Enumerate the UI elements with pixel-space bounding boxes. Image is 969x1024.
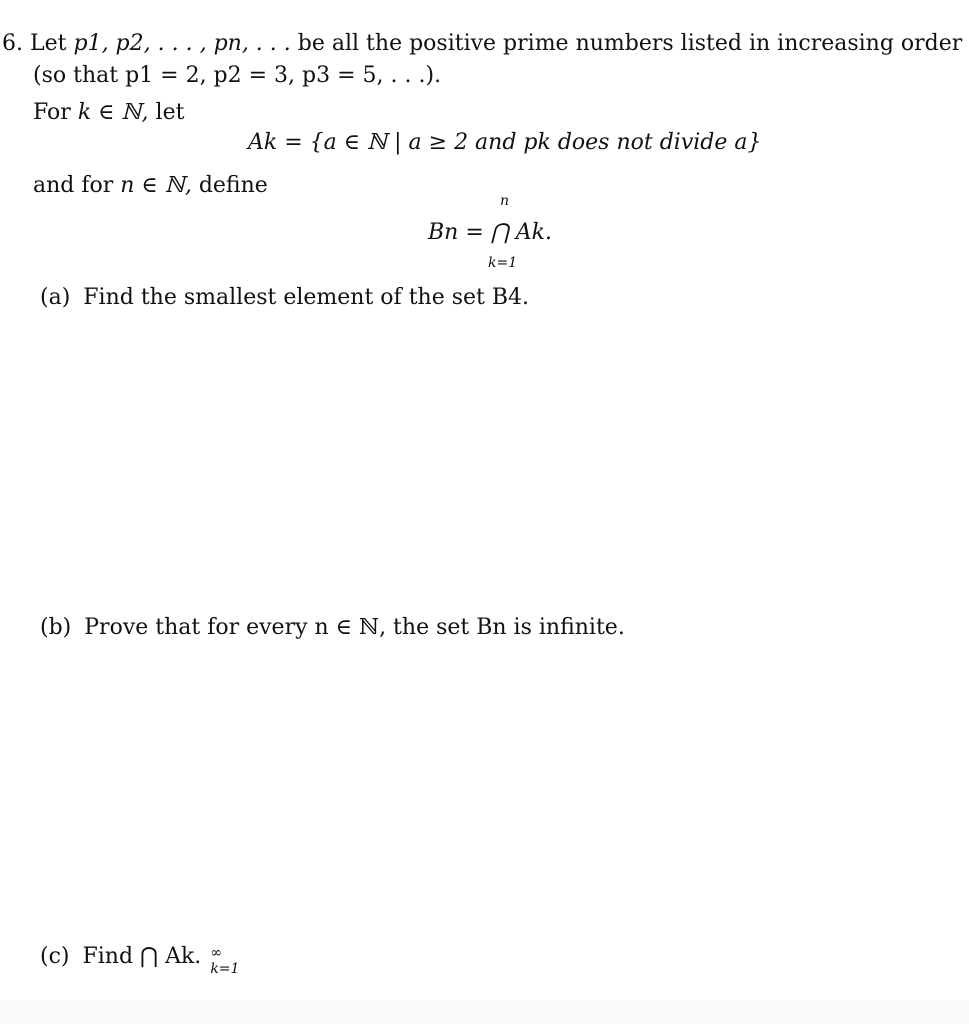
part-a [40,284,529,312]
n-in-naturals: n ∈ ℕ, [120,173,192,198]
part-b [40,614,625,642]
let-word: let [155,100,185,125]
define-word: define [198,173,268,198]
problem-line-3 [33,99,184,127]
part-c-upper-limit: ∞ [210,945,222,961]
set-b-formula: Bn = ⋂ Ak. [428,220,553,245]
problem-line-2 [33,62,441,90]
intersection-upper-limit: n [500,193,510,209]
page-bottom-edge [0,1000,969,1024]
and-for-words: and for [33,173,114,198]
part-c-limits [208,945,242,977]
problem-line-5 [33,172,268,200]
set-a-definition [248,129,762,157]
part-c-label: (c) [40,944,70,969]
part-a-text: Find the smallest element of the set B4. [83,285,530,310]
set-b-definition [428,219,552,247]
for-word: For [33,100,71,125]
part-b-label: (b) [40,615,72,640]
prime-examples: (so that p1 = 2, p2 = 3, p3 = 5, . . .). [33,63,442,88]
k-in-naturals: k ∈ ℕ, [77,100,149,125]
prime-sequence: p1, p2, . . . , pn, . . . [73,31,291,56]
intersection-lower-limit: k=1 [488,255,518,271]
set-a-formula: Ak = {a ∈ ℕ | a ≥ 2 and pk does not divide a} [248,130,762,155]
problem-line-1 [2,30,962,58]
part-c-lower-limit: k=1 [210,961,240,977]
part-a-label: (a) [40,285,71,310]
problem-number: 6. [2,31,23,56]
problem-intro-word: Let [30,31,67,56]
part-c-text: Find ⋂ Ak. [82,944,202,969]
part-b-text: Prove that for every n ∈ ℕ, the set Bn is infinite. [84,615,625,640]
problem-line-1-rest: be all the positive prime numbers listed in increasing order [297,31,963,56]
part-c [40,943,242,977]
